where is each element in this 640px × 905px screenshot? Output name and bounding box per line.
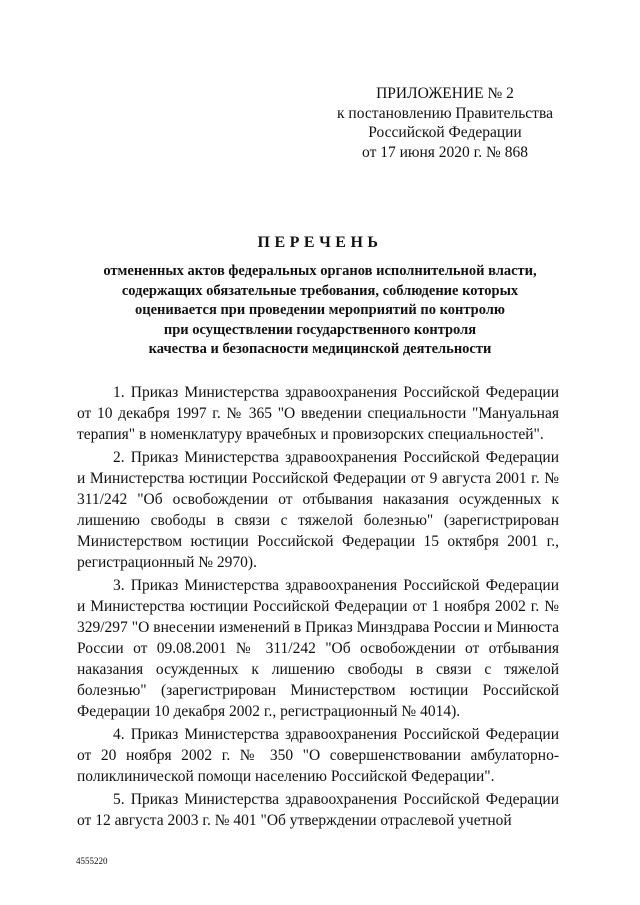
list-item-1: 1. Приказ Министерства здравоохранения Российской Федерации от 10 декабря 1997 г. № 365 "О введении специальности "Мануальная терапия" в номенклатуру врачебных и провизорских специальностей". <box>77 384 559 443</box>
subtitle-line: при осуществлении государственного контроля <box>163 321 477 338</box>
subtitle-line: содержащих обязательные требования, соблюдение которых <box>121 282 519 299</box>
appendix-reference: к постановлению Правительства <box>337 104 553 122</box>
appendix-date-number: от 17 июня 2020 г. № 868 <box>362 143 528 161</box>
appendix-title: ПРИЛОЖЕНИЕ № 2 <box>376 85 514 102</box>
appendix-block <box>330 84 560 162</box>
list-item-5: 5. Приказ Министерства здравоохранения Российской Федерации от 12 августа 2003 г. № 401 "Об утверждении отраслевой учетной <box>77 791 559 829</box>
list-item-3: 3. Приказ Министерства здравоохранения Российской Федерации и Министерства юстиции Российской Федерации от 1 ноября 2002 г. № 329/297 "О внесении изменений в Приказ Минздрава России и Минюста России от 09.08.2001 № 311/242 "Об освобождении от отбывания наказания осужденных к лишению свободы в связи с тяжелой болезнью" (зарегистрирован Министерством юстиции Российской Федерации 10 декабря 2002 г., регистрационный № 4014). <box>77 577 559 720</box>
subtitle-line: отмененных актов федеральных органов исполнительной власти, <box>103 263 537 279</box>
document-subtitle <box>60 262 580 360</box>
appendix-issuer: Российской Федерации <box>368 124 522 141</box>
document-body <box>77 382 559 833</box>
subtitle-line: оценивается при проведении мероприятий по контролю <box>134 302 506 318</box>
list-item-2: 2. Приказ Министерства здравоохранения Российской Федерации и Министерства юстиции Российской Федерации от 9 августа 2001 г. № 311/242 "Об освобождении от отбывания наказания осужденных к лишению свободы в связи с тяжелой болезнью" (зарегистрирован Министерством юстиции Российской Федерации 15 октября 2001 г., регистрационный № 2970). <box>77 449 559 571</box>
list-item-4: 4. Приказ Министерства здравоохранения Российской Федерации от 20 ноября 2002 г. № 350 "О совершенствовании амбулаторно-поликлинической помощи населению Российской Федерации". <box>77 726 559 785</box>
document-code: 4555220 <box>76 856 108 866</box>
document-heading: ПЕРЕЧЕНЬ <box>257 234 383 251</box>
subtitle-line: качества и безопасности медицинской деятельности <box>148 341 492 357</box>
